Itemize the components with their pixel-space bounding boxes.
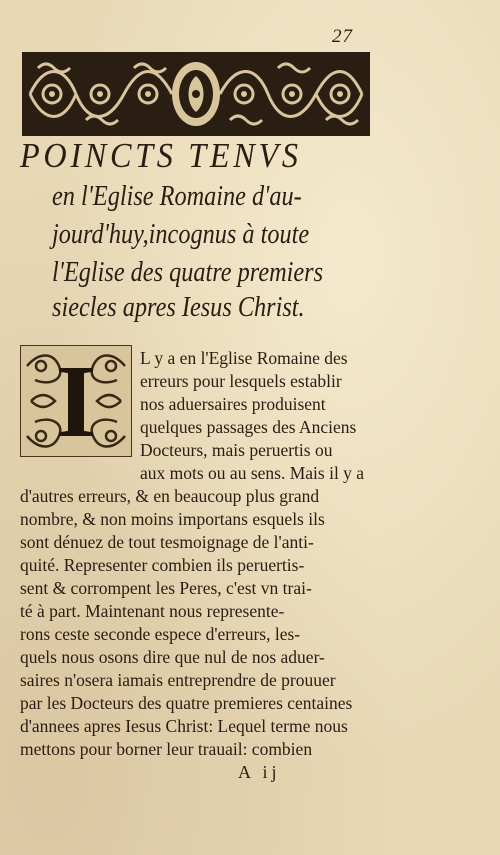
page-number: 27: [332, 26, 353, 47]
body-line: quels nous osons dire que nul de nos aduer-: [20, 647, 325, 667]
signature-mark: A ij: [238, 762, 281, 782]
initial-letter: I: [55, 345, 97, 457]
body-line: Docteurs, mais peruertis ou: [140, 440, 333, 460]
decorated-initial: [20, 345, 132, 457]
body-line: mettons pour borner leur trauail: combien: [20, 739, 313, 759]
body-line: sent & corrompent les Peres, c'est vn trai-: [20, 578, 312, 598]
body-line: d'annees apres Iesus Christ: Lequel terme nous: [20, 716, 348, 736]
body-line: sont dénuez de tout tesmoignage de l'anti-: [20, 532, 314, 552]
body-line: rons ceste seconde espece d'erreurs, les-: [20, 624, 301, 644]
body-line: d'autres erreurs, & en beaucoup plus grand: [20, 486, 320, 506]
title-line-1: POINCTS TENVS: [20, 136, 302, 175]
body-line: nombre, & non moins importans esquels ils: [20, 509, 325, 529]
body-line: erreurs pour lesquels establir: [140, 371, 342, 391]
ornamental-headpiece: [22, 52, 370, 136]
title-line-4: l'Eglise des quatre premiers: [52, 256, 324, 288]
title-line-2: en l'Eglise Romaine d'au-: [52, 180, 302, 212]
body-line: aux mots ou au sens. Mais il y a: [140, 463, 365, 483]
body-line: quité. Representer combien ils peruertis-: [20, 555, 305, 575]
title-line-3: jourd'huy,incognus à toute: [52, 218, 310, 250]
title-line-5: siecles apres Iesus Christ.: [52, 291, 305, 323]
body-line: par les Docteurs des quatre premieres centaines: [20, 693, 353, 713]
body-line: nos aduersaires produisent: [140, 394, 326, 414]
body-line: té à part. Maintenant nous represente-: [20, 601, 285, 621]
body-line: saires n'osera iamais entreprendre de prouuer: [20, 670, 336, 690]
body-line: quelques passages des Anciens: [140, 417, 357, 437]
body-line: L y a en l'Eglise Romaine des: [140, 348, 348, 368]
